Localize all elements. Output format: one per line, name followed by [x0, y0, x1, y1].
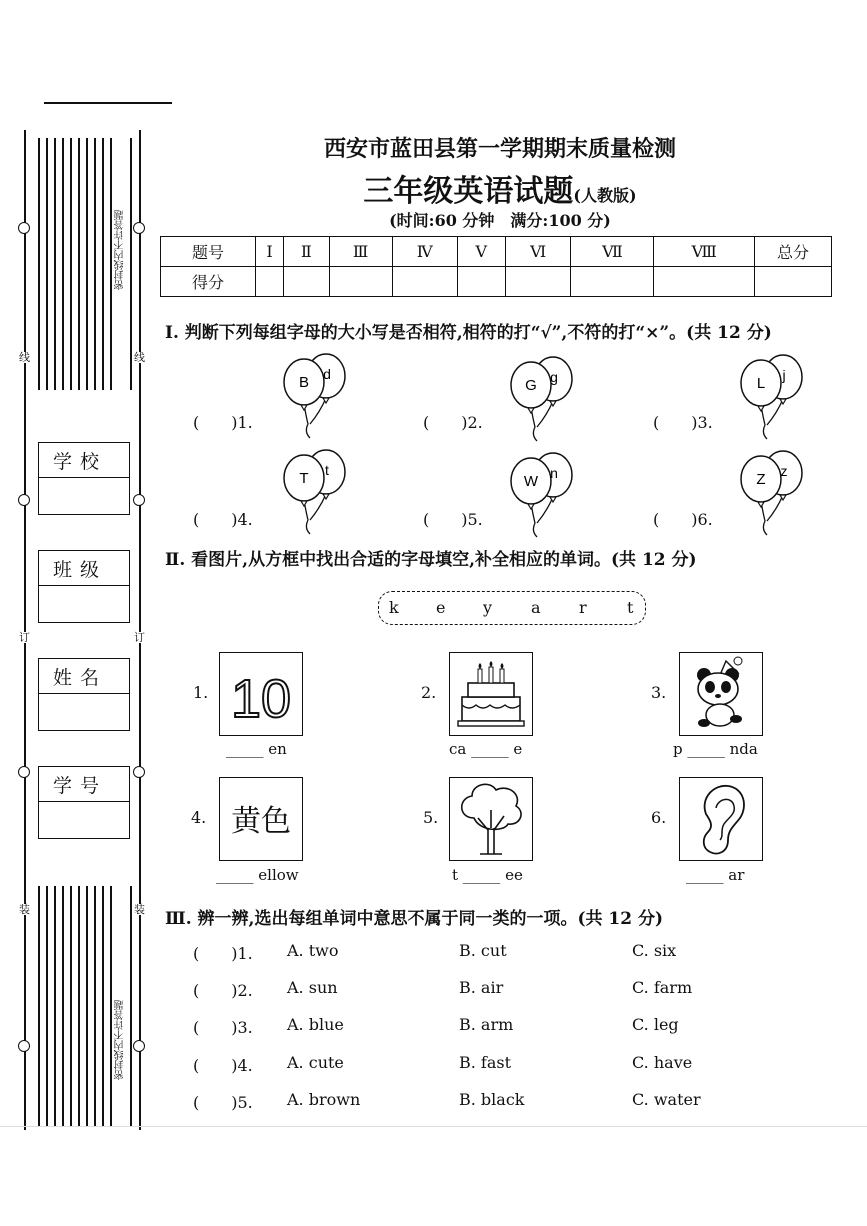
choice-item-label[interactable]: ( )5. [193, 1093, 253, 1112]
letter: t [627, 598, 634, 617]
score-header-cell: 总分 [755, 237, 832, 267]
option-a: A. brown [287, 1090, 361, 1109]
fill-word[interactable]: _____ ar [686, 866, 745, 884]
judge-item[interactable]: ( )6. [653, 510, 713, 529]
option-a: A. cute [287, 1053, 344, 1072]
fill-word[interactable]: _____ en [226, 740, 287, 758]
choice-item-label[interactable]: ( )2. [193, 981, 253, 1000]
item-number: 3. [651, 683, 667, 702]
section3-title: Ⅲ. 辨一辨,选出每组单词中意思不属于同一类的一项。(共 12 分) [165, 909, 664, 929]
tree-drawing [450, 778, 532, 860]
judge-item[interactable]: ( )1. [193, 413, 253, 432]
choice-item-label[interactable]: ( )3. [193, 1018, 253, 1037]
balloon-upper: T [299, 470, 309, 487]
ear-picture [679, 777, 763, 861]
letter: r [579, 598, 587, 617]
exam-meta: (时间:60 分钟 满分:100 分) [389, 211, 611, 230]
student-id-label: 学号 [39, 767, 129, 802]
option-b: B. fast [459, 1053, 512, 1072]
class-label: 班级 [39, 551, 129, 586]
option-b: B. cut [459, 941, 507, 960]
balloon-pair-4 [284, 450, 345, 534]
score-header-cell: 题号 [161, 237, 256, 267]
item-number: 6. [651, 808, 667, 827]
score-header-cell: Ⅵ [505, 237, 571, 267]
score-row-label: 得分 [161, 267, 256, 297]
ear-drawing [680, 778, 762, 860]
side-label-mid: 订 [19, 631, 30, 644]
option-a: A. blue [287, 1015, 344, 1034]
score-header-cell: Ⅴ [457, 237, 505, 267]
side-label-top: 线 [19, 351, 30, 364]
balloon-upper: W [523, 473, 539, 490]
option-c: C. farm [632, 978, 693, 997]
ten-glyph: 10 [230, 669, 292, 729]
number-ten-drawing [220, 653, 302, 735]
score-header-cell: Ⅲ [329, 237, 392, 267]
fill-word[interactable]: p _____ nda [673, 740, 758, 758]
balloon-lower: g [550, 369, 558, 385]
school-label: 学校 [39, 443, 129, 478]
side-label-top: 线 [134, 351, 145, 364]
score-header-cell: Ⅰ [256, 237, 284, 267]
section1-title: Ⅰ. 判断下列每组字母的大小写是否相符,相符的打“√”,不符的打“×”。(共 12 分) [165, 323, 772, 343]
score-header-cell: Ⅳ [392, 237, 457, 267]
side-label-bottom: 装 [19, 903, 30, 916]
side-label-bottom: 装 [134, 903, 145, 916]
number-ten-picture [219, 652, 303, 736]
yellow-chinese-text: 黄色 [231, 804, 291, 839]
page-bottom-edge [0, 1126, 867, 1127]
panda-drawing [680, 653, 762, 735]
item-number: 5. [423, 808, 439, 827]
score-header-cell: Ⅱ [284, 237, 330, 267]
balloon-lower: z [780, 463, 788, 479]
balloon-lower: j [782, 367, 786, 383]
judge-item[interactable]: ( )4. [193, 510, 253, 529]
fill-word[interactable]: _____ ellow [216, 866, 299, 884]
letter-box [378, 591, 646, 625]
fill-word[interactable]: ca _____ e [449, 740, 523, 758]
letter: y [483, 598, 493, 617]
balloon-upper: G [525, 377, 537, 394]
letter: k [389, 598, 399, 617]
balloon-lower: n [550, 465, 558, 481]
fill-word[interactable]: t _____ ee [452, 866, 523, 884]
option-b: B. arm [459, 1015, 514, 1034]
section2-title: Ⅱ. 看图片,从方框中找出合适的字母填空,补全相应的单词。(共 12 分) [165, 550, 697, 570]
edition-label: (人教版) [573, 186, 637, 205]
option-c: C. leg [632, 1015, 679, 1034]
tree-picture [449, 777, 533, 861]
birthday-cake-picture [449, 652, 533, 736]
balloon-lower: t [325, 462, 329, 478]
balloon-pair-1 [284, 354, 345, 438]
balloon-upper: Z [756, 471, 766, 488]
seal-warning: 密封线内不许答题 [115, 1000, 126, 1080]
panda-picture [679, 652, 763, 736]
name-label: 姓名 [39, 659, 129, 694]
score-header-cell: Ⅷ [654, 237, 755, 267]
cake-drawing [450, 653, 532, 735]
letter: a [531, 598, 541, 617]
balloon-upper: B [298, 374, 310, 391]
exam-org-title: 西安市蓝田县第一学期期末质量检测 [323, 136, 676, 162]
item-number: 1. [193, 683, 209, 702]
letter: e [436, 598, 446, 617]
option-a: A. two [287, 941, 339, 960]
option-c: C. have [632, 1053, 693, 1072]
judge-item[interactable]: ( )5. [423, 510, 483, 529]
balloon-upper: L [756, 375, 766, 392]
choice-item-label[interactable]: ( )1. [193, 944, 253, 963]
score-header-cell: Ⅶ [571, 237, 654, 267]
exam-title: 三年级英语试题(人教版) [363, 174, 637, 209]
option-c: C. water [632, 1090, 701, 1109]
option-b: B. air [459, 978, 504, 997]
balloon-pair-2 [511, 357, 572, 441]
judge-item[interactable]: ( )3. [653, 413, 713, 432]
option-c: C. six [632, 941, 677, 960]
balloon-pair-6 [741, 451, 802, 535]
balloon-pair-3 [741, 355, 802, 439]
yellow-characters-picture [219, 777, 303, 861]
choice-item-label[interactable]: ( )4. [193, 1056, 253, 1075]
side-label-mid: 订 [134, 631, 145, 644]
seal-warning: 密封线内不许答题 [115, 210, 126, 290]
balloon-lower: d [323, 366, 331, 382]
item-number: 4. [191, 808, 207, 827]
balloon-pair-5 [511, 453, 572, 537]
item-number: 2. [421, 683, 437, 702]
judge-item[interactable]: ( )2. [423, 413, 483, 432]
option-b: B. black [459, 1090, 525, 1109]
option-a: A. sun [287, 978, 338, 997]
